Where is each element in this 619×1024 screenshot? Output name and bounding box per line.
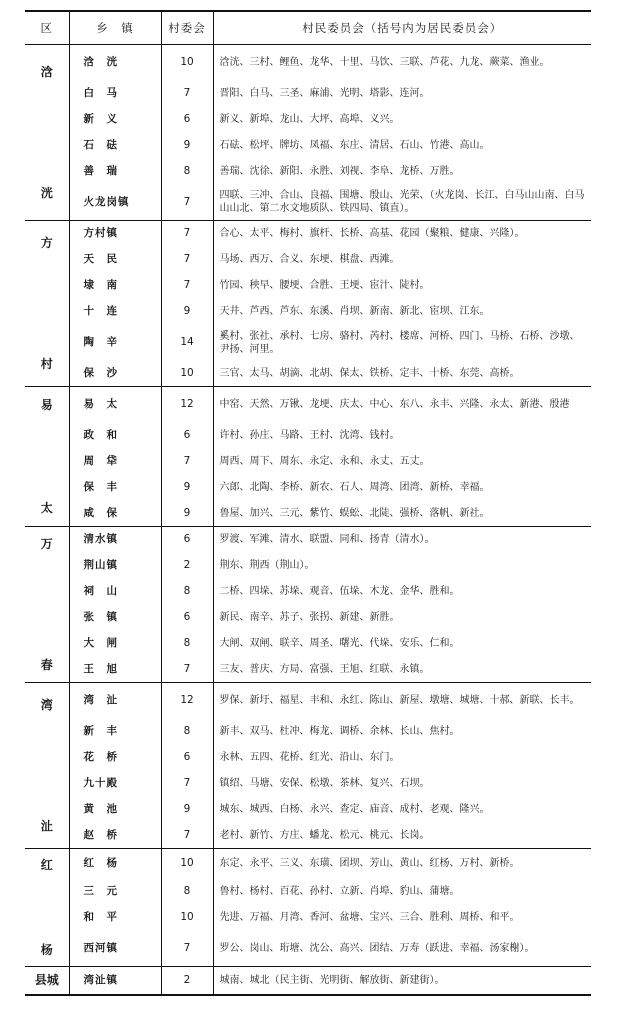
district-char: 浛: [40, 64, 53, 79]
township-cell: 湾 沚: [69, 683, 161, 719]
district-char: 春: [40, 657, 53, 672]
district-cell: [25, 527, 69, 683]
committee-count-cell: 7: [161, 185, 213, 221]
villages-cell: 三官、太马、胡滴、北胡、保太、铁桥、定丰、十桥、东莞、高桥。: [213, 361, 591, 387]
township-cell: 政 和: [69, 423, 161, 449]
committee-count-cell: 9: [161, 475, 213, 501]
villages-cell: 罗保、新圩、福星、丰和、永红、陈山、新屋、墩塘、城塘、十郝、新联、长丰。: [213, 683, 591, 719]
district-char: 村: [40, 356, 53, 371]
township-cell: 火龙岗镇: [69, 185, 161, 221]
committee-count-cell: 10: [161, 361, 213, 387]
header-villages: 村民委员会（括号内为居民委员会）: [213, 11, 591, 45]
committee-count-cell: 7: [161, 657, 213, 683]
committee-count-cell: 7: [161, 81, 213, 107]
table-row: [25, 579, 591, 605]
table-row: [25, 185, 591, 221]
committee-count-cell: 10: [161, 905, 213, 931]
township-cell: 保 沙: [69, 361, 161, 387]
table-row: [25, 967, 591, 995]
district-cell: [25, 45, 69, 221]
committee-count-cell: 8: [161, 719, 213, 745]
villages-cell: 新义、新埠、龙山、大坪、高埠、义兴。: [213, 107, 591, 133]
villages-cell: 新民、南辛、苏子、张拐、新建、新胜。: [213, 605, 591, 631]
table-row: [25, 797, 591, 823]
district-char: 沚: [40, 818, 53, 833]
township-cell: 赵 桥: [69, 823, 161, 849]
committee-count-cell: 8: [161, 631, 213, 657]
villages-cell: 浛洸、三村、鲤鱼、龙华、十里、马饮、三联、芦花、九龙、蕨菜、渔业。: [213, 45, 591, 81]
table-row: [25, 247, 591, 273]
table-row: [25, 657, 591, 683]
township-cell: 九十殿: [69, 771, 161, 797]
township-cell: 周 牮: [69, 449, 161, 475]
district-char: 方: [40, 235, 53, 250]
villages-cell: 罗公、岗山、珩塘、沈公、高兴、团结、万寿（跃进、幸福、汤家榭）。: [213, 931, 591, 967]
township-cell: 方村镇: [69, 221, 161, 247]
villages-cell: 城东、城西、白杨、永兴、查定、庙音、成村、老观、隆兴。: [213, 797, 591, 823]
table-row: [25, 325, 591, 361]
villages-cell: 荆东、荆西（荆山）。: [213, 553, 591, 579]
committee-count-cell: 6: [161, 423, 213, 449]
township-cell: 埭 南: [69, 273, 161, 299]
committee-count-cell: 9: [161, 797, 213, 823]
township-cell: 陶 辛: [69, 325, 161, 361]
committee-count-cell: 6: [161, 745, 213, 771]
table-row: [25, 221, 591, 247]
district-char: 杨: [40, 942, 53, 957]
villages-cell: 竹园、秧早、腰埂、合胜、王埂、宦汁、陡村。: [213, 273, 591, 299]
township-cell: 保 丰: [69, 475, 161, 501]
township-cell: 白 马: [69, 81, 161, 107]
table-row: [25, 931, 591, 967]
township-cell: 西河镇: [69, 931, 161, 967]
township-cell: 易 太: [69, 387, 161, 423]
villages-cell: 鲁屋、加兴、三元、紫竹、蜈蚣、北陡、强桥、落帆、新社。: [213, 501, 591, 527]
committee-count-cell: 6: [161, 527, 213, 553]
district-cell: [25, 221, 69, 387]
committee-count-cell: 14: [161, 325, 213, 361]
villages-cell: 先进、万福、月湾、香河、盆塘、宝兴、三合、胜利、周桥、和平。: [213, 905, 591, 931]
township-cell: 十 连: [69, 299, 161, 325]
villages-cell: 二桥、四垛、苏垛、观音、伍垛、木龙、金华、胜和。: [213, 579, 591, 605]
township-cell: 石 砝: [69, 133, 161, 159]
committee-count-cell: 8: [161, 579, 213, 605]
villages-cell: 三友、普庆、方局、富强、王旭、红联、永镇。: [213, 657, 591, 683]
committee-count-cell: 6: [161, 605, 213, 631]
villages-cell: 善瑞、沈徐、新阳、永胜、刘视、李阜、龙桥、万胜。: [213, 159, 591, 185]
villages-cell: 四联、三冲、合山、良福、围塘、殷山、光荣、（火龙岗、长江、白马山山南、白马山山北、第二水文地质队、铁四局、镇直）。: [213, 185, 591, 221]
township-cell: 湾沚镇: [69, 967, 161, 995]
header-row: [25, 11, 591, 45]
header-district: 区: [25, 11, 69, 45]
township-cell: 新 丰: [69, 719, 161, 745]
villages-cell: 罗渡、军滩、清水、联盟、同和、扬青（清水）。: [213, 527, 591, 553]
table-row: [25, 719, 591, 745]
district-char: 县城: [34, 972, 59, 987]
district-char: 湾: [40, 697, 53, 712]
villages-cell: 新丰、双马、杜冲、梅龙、调桥、余林、长山、焦村。: [213, 719, 591, 745]
district-char: 易: [40, 397, 53, 412]
township-cell: 黄 池: [69, 797, 161, 823]
table-row: [25, 527, 591, 553]
table-row: [25, 605, 591, 631]
table-row: [25, 823, 591, 849]
township-cell: 王 旭: [69, 657, 161, 683]
township-cell: 荆山镇: [69, 553, 161, 579]
villages-cell: 马场、西万、合义、东埂、棋盘、西滩。: [213, 247, 591, 273]
committee-count-cell: 12: [161, 683, 213, 719]
township-cell: 花 桥: [69, 745, 161, 771]
document-page: [25, 10, 591, 996]
table-row: [25, 475, 591, 501]
committee-count-cell: 10: [161, 849, 213, 879]
township-cell: 张 镇: [69, 605, 161, 631]
table-row: [25, 631, 591, 657]
table-row: [25, 423, 591, 449]
committee-count-cell: 2: [161, 967, 213, 995]
committee-count-cell: 9: [161, 133, 213, 159]
committee-count-cell: 7: [161, 247, 213, 273]
villages-cell: 镇绍、马塘、安保、松墩、茶林、复兴、石坝。: [213, 771, 591, 797]
table-row: [25, 905, 591, 931]
table-row: [25, 771, 591, 797]
committee-count-cell: 8: [161, 159, 213, 185]
villages-cell: 中窑、天然、万锹、龙埂、庆太、中心、东八、永丰、兴隆、永太、新港、殷港: [213, 387, 591, 423]
committee-count-cell: 7: [161, 931, 213, 967]
township-cell: 祠 山: [69, 579, 161, 605]
district-cell: [25, 387, 69, 527]
villages-cell: 老村、新竹、方庄、蟠龙、松元、桃元、长岗。: [213, 823, 591, 849]
committee-count-cell: 7: [161, 823, 213, 849]
district-char: 太: [40, 500, 53, 515]
committee-count-cell: 9: [161, 299, 213, 325]
table-row: [25, 133, 591, 159]
villages-cell: 天井、芦西、芦东、东溪、肖坝、新南、新北、宦坝、江东。: [213, 299, 591, 325]
table-row: [25, 159, 591, 185]
committee-count-cell: 9: [161, 501, 213, 527]
township-cell: 善 瑞: [69, 159, 161, 185]
villages-cell: 东定、永平、三义、东璜、团坝、芳山、黄山、红杨、万村、新桥。: [213, 849, 591, 879]
table-row: [25, 849, 591, 879]
villages-cell: 六郎、北陶、李桥、新农、石人、周湾、团湾、新桥、幸福。: [213, 475, 591, 501]
village-committee-table: [25, 10, 591, 996]
header-count: 村委会: [161, 11, 213, 45]
table-row: [25, 81, 591, 107]
committee-count-cell: 7: [161, 449, 213, 475]
committee-count-cell: 6: [161, 107, 213, 133]
villages-cell: 大闸、双闸、联辛、周圣、曙光、代垛、安乐、仁和。: [213, 631, 591, 657]
township-cell: 三 元: [69, 879, 161, 905]
table-row: [25, 553, 591, 579]
villages-cell: 许村、孙庄、马路、王村、沈湾、钱村。: [213, 423, 591, 449]
township-cell: 浛 洸: [69, 45, 161, 81]
township-cell: 清水镇: [69, 527, 161, 553]
table-row: [25, 361, 591, 387]
villages-cell: 鲁村、杨村、百花、孙村、立新、肖埠、豹山、蒲塘。: [213, 879, 591, 905]
table-row: [25, 501, 591, 527]
township-cell: 红 杨: [69, 849, 161, 879]
committee-count-cell: 7: [161, 273, 213, 299]
committee-count-cell: 2: [161, 553, 213, 579]
table-row: [25, 387, 591, 423]
district-char: 万: [40, 536, 53, 551]
committee-count-cell: 8: [161, 879, 213, 905]
table-row: [25, 107, 591, 133]
committee-count-cell: 7: [161, 771, 213, 797]
villages-cell: 奚村、张社、承村、七房、骆村、芮村、楼席、河桥、四门、马桥、石桥、沙墩、尹扬、河里。: [213, 325, 591, 361]
villages-cell: 周西、周下、周东、永定、永和、永丈、五丈。: [213, 449, 591, 475]
table-row: [25, 299, 591, 325]
table-body: [25, 45, 591, 995]
villages-cell: 晋阳、白马、三圣、麻浦、光明、塔影、连河。: [213, 81, 591, 107]
table-row: [25, 273, 591, 299]
committee-count-cell: 10: [161, 45, 213, 81]
committee-count-cell: 7: [161, 221, 213, 247]
table-row: [25, 745, 591, 771]
district-cell: [25, 849, 69, 967]
villages-cell: 永林、五四、花桥、红光、沿山、东门。: [213, 745, 591, 771]
district-char: 洸: [40, 185, 53, 200]
villages-cell: 石砝、松坪、牌坊、凤福、东庄、清居、石山、竹港、高山。: [213, 133, 591, 159]
district-char: 红: [40, 857, 53, 872]
villages-cell: 合心、太平、梅村、旗杆、长桥、高基、花园（聚粮、健康、兴隆）。: [213, 221, 591, 247]
villages-cell: 城南、城北（民主街、光明街、解放街、新建街）。: [213, 967, 591, 995]
township-cell: 新 义: [69, 107, 161, 133]
table-row: [25, 879, 591, 905]
committee-count-cell: 12: [161, 387, 213, 423]
table-row: [25, 683, 591, 719]
district-cell: [25, 683, 69, 849]
district-cell: [25, 967, 69, 995]
table-row: [25, 45, 591, 81]
table-row: [25, 449, 591, 475]
township-cell: 咸 保: [69, 501, 161, 527]
header-township: 乡 镇: [69, 11, 161, 45]
township-cell: 天 民: [69, 247, 161, 273]
township-cell: 和 平: [69, 905, 161, 931]
township-cell: 大 闸: [69, 631, 161, 657]
